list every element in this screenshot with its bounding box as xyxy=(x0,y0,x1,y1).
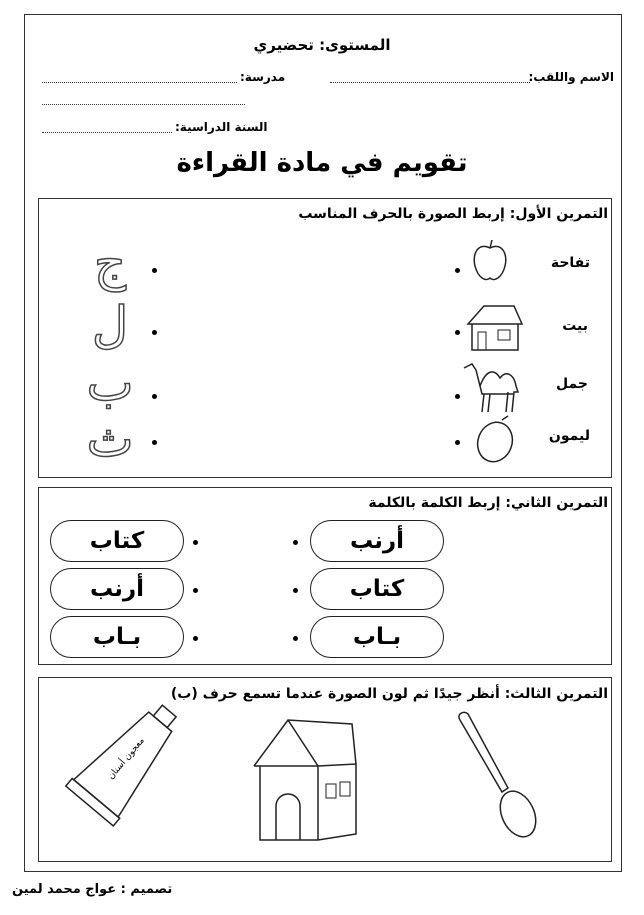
exercise3-instruction: التمرين الثالث: أنظر جيدًا ثم لون الصورة عندما تسمع حرف (ب) xyxy=(170,686,608,702)
year-label: السنة الدراسية: xyxy=(175,120,268,134)
exercise2-instruction: التمرين الثاني: إربط الكلمة بالكلمة xyxy=(368,495,608,511)
match-dot[interactable] xyxy=(293,540,298,545)
match-dot[interactable] xyxy=(152,440,157,445)
word-pill-right: كتاب xyxy=(310,568,444,610)
word-house: بيت xyxy=(562,318,588,334)
year-field[interactable] xyxy=(42,132,172,133)
word-pill-right: أرنب xyxy=(310,520,444,562)
name-label: الاسم واللقب: xyxy=(528,70,614,84)
match-dot[interactable] xyxy=(455,440,460,445)
name-field[interactable] xyxy=(330,82,530,83)
match-dot[interactable] xyxy=(152,330,157,335)
level-label: المستوى: تحضيري xyxy=(253,36,391,54)
match-dot[interactable] xyxy=(455,268,460,273)
lemon-icon xyxy=(472,412,518,466)
word-pill-left: أرنب xyxy=(50,568,184,610)
letter-ba: ب xyxy=(86,354,134,412)
apple-icon xyxy=(470,238,510,284)
school-field[interactable] xyxy=(42,82,237,83)
house-icon xyxy=(248,714,360,850)
word-apple: تفاحة xyxy=(550,255,590,271)
school-label: مدرسة: xyxy=(240,70,286,84)
word-pill-left: بـاب xyxy=(50,616,184,658)
match-dot[interactable] xyxy=(152,268,157,273)
match-dot[interactable] xyxy=(455,394,460,399)
house-icon xyxy=(462,302,524,354)
svg-text:معجون أسنان: معجون أسنان xyxy=(106,735,147,782)
match-dot[interactable] xyxy=(193,636,198,641)
letter-jeem: ج xyxy=(93,234,127,292)
match-dot[interactable] xyxy=(152,394,157,399)
school-field-line2[interactable] xyxy=(42,104,245,105)
word-pill-right: بـاب xyxy=(310,616,444,658)
exercise1-instruction: التمرين الأول: إربط الصورة بالحرف المناسب xyxy=(298,206,608,222)
match-dot[interactable] xyxy=(293,588,298,593)
camel-icon xyxy=(460,356,526,414)
match-dot[interactable] xyxy=(193,588,198,593)
word-camel: جمل xyxy=(556,376,588,392)
letter-tha: ث xyxy=(86,410,134,468)
letter-lam: ل xyxy=(91,296,129,354)
designer-credit: تصميم : عواج محمد لمين xyxy=(12,882,173,897)
word-lemon: ليمون xyxy=(548,428,590,444)
match-dot[interactable] xyxy=(193,540,198,545)
page-title: تقويم في مادة القراءة xyxy=(176,148,468,178)
spoon-icon xyxy=(454,710,544,840)
match-dot[interactable] xyxy=(455,330,460,335)
word-pill-left: كتاب xyxy=(50,520,184,562)
toothpaste-icon xyxy=(56,704,206,834)
match-dot[interactable] xyxy=(293,636,298,641)
